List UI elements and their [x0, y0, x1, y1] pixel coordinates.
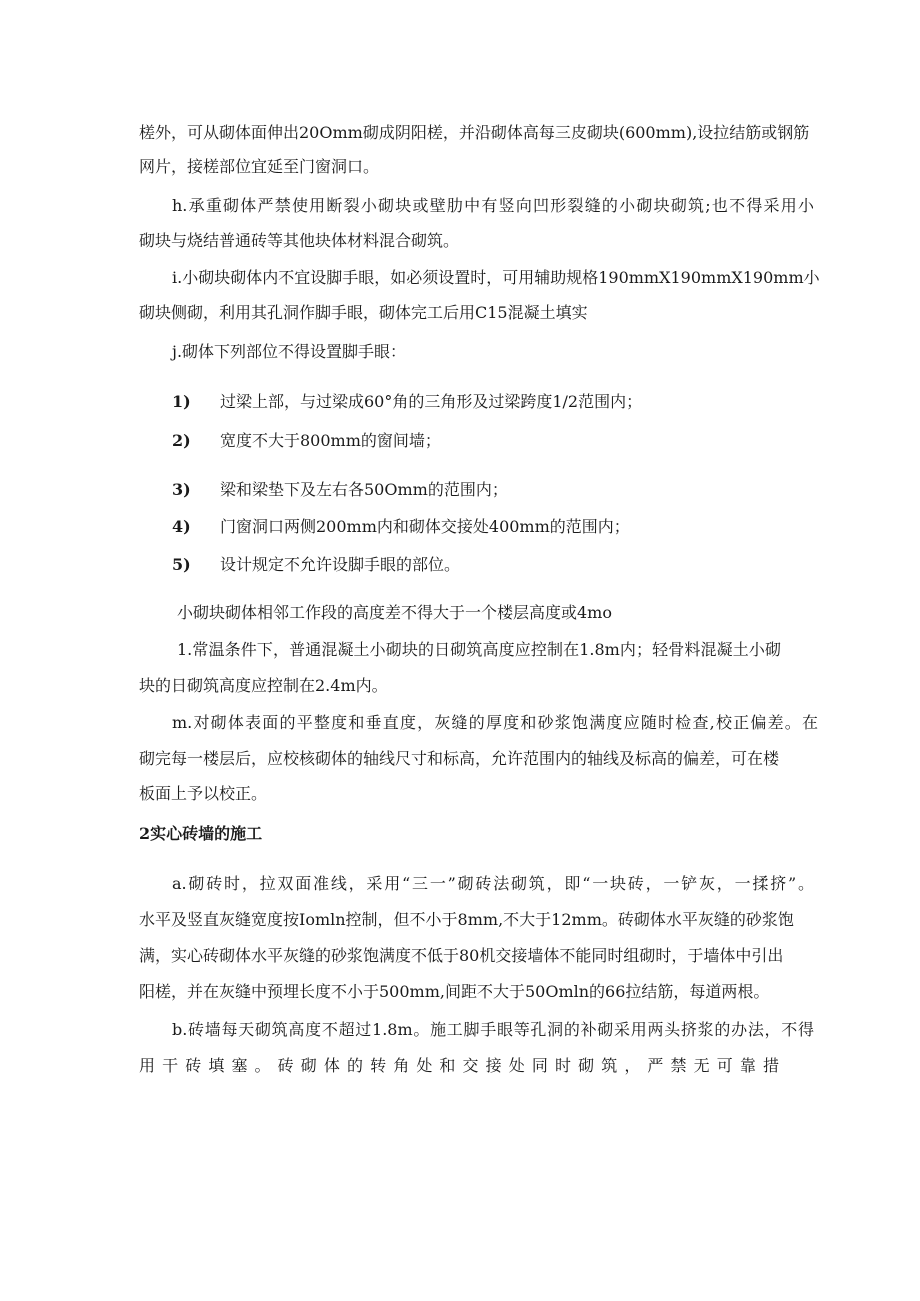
list-item-number: 1): [172, 392, 191, 411]
list-item-number: 5): [172, 555, 191, 574]
paragraph-line: 槎外，可从砌体面伸出20Omm砌成阴阳槎，并沿砌体高每三皮砌块(600mm),设拉结筋或钢筋: [139, 123, 810, 142]
paragraph-b-line: b.砖墙每天砌筑高度不超过1.8m。施工脚手眼等孔洞的补砌采用两头挤浆的办法，不得: [172, 1020, 814, 1039]
paragraph-line: 用干砖填塞。砖砌体的转角处和交接处同时砌筑，严禁无可靠措: [139, 1056, 779, 1075]
list-item-number: 3): [172, 480, 191, 499]
list-item-text: 门窗洞口两侧200mm内和砌体交接处400mm的范围内；: [220, 517, 630, 536]
list-item-number: 4): [172, 517, 191, 536]
list-item-number: 2): [172, 431, 191, 450]
paragraph-k-line: 小砌块砌体相邻工作段的高度差不得大于一个楼层高度或4mo: [177, 603, 612, 622]
paragraph-line: 砌块侧砌，利用其孔洞作脚手眼，砌体完工后用C15混凝土填实: [139, 303, 588, 322]
paragraph-a-line: a.砌砖时，拉双面准线，采用“三一”砌砖法砌筑，即“一块砖，一铲灰，一揉挤”。: [172, 874, 814, 893]
paragraph-line: 水平及竖直灰缝宽度按Iomln控制，但不小于8mm,不大于12mm。砖砌体水平灰缝的砂浆饱: [139, 910, 794, 929]
list-item-text: 设计规定不允许设脚手眼的部位。: [220, 555, 461, 574]
section-heading: 2实心砖墙的施工: [139, 824, 263, 843]
list-item-text: 过梁上部，与过梁成60°角的三角形及过梁跨度1/2范围内；: [220, 392, 643, 411]
paragraph-h-line: h.承重砌体严禁使用断裂小砌块或壁肋中有竖向凹形裂缝的小砌块砌筑;也不得采用小: [172, 196, 814, 215]
paragraph-line: 板面上予以校正。: [139, 784, 268, 803]
paragraph-line: 砌完每一楼层后，应校核砌体的轴线尺寸和标高，允许范围内的轴线及标高的偏差，可在楼: [139, 749, 780, 768]
paragraph-line: 网片，接槎部位宜延至门窗洞口。: [139, 157, 380, 176]
paragraph-m-line: m.对砌体表面的平整度和垂直度，灰缝的厚度和砂浆饱满度应随时检查,校正偏差。在: [172, 713, 818, 732]
paragraph-line: 砌块与烧结普通砖等其他块体材料混合砌筑。: [139, 231, 460, 250]
list-item-text: 梁和梁垫下及左右各50Omm的范围内；: [220, 480, 508, 499]
paragraph-line: 块的日砌筑高度应控制在2.4m内。: [139, 676, 388, 695]
list-item-text: 宽度不大于800mm的窗间墙；: [220, 431, 441, 450]
paragraph-i-line: i.小砌块砌体内不宜设脚手眼，如必须设置时，可用辅助规格190mmX190mmX190mm小: [172, 268, 820, 287]
paragraph-l-line: 1.常温条件下，普通混凝土小砌块的日砌筑高度应控制在1.8m内；轻骨料混凝土小砌: [177, 640, 781, 659]
paragraph-line: 阳槎，并在灰缝中预埋长度不小于500mm,间距不大于50Omln的66拉结筋，每道两根。: [139, 982, 770, 1001]
paragraph-line: 满，实心砖砌体水平灰缝的砂浆饱满度不低于80机交接墙体不能同时组砌时，于墙体中引出: [139, 946, 784, 965]
paragraph-j-line: j.砌体下列部位不得设置脚手眼：: [172, 342, 407, 361]
